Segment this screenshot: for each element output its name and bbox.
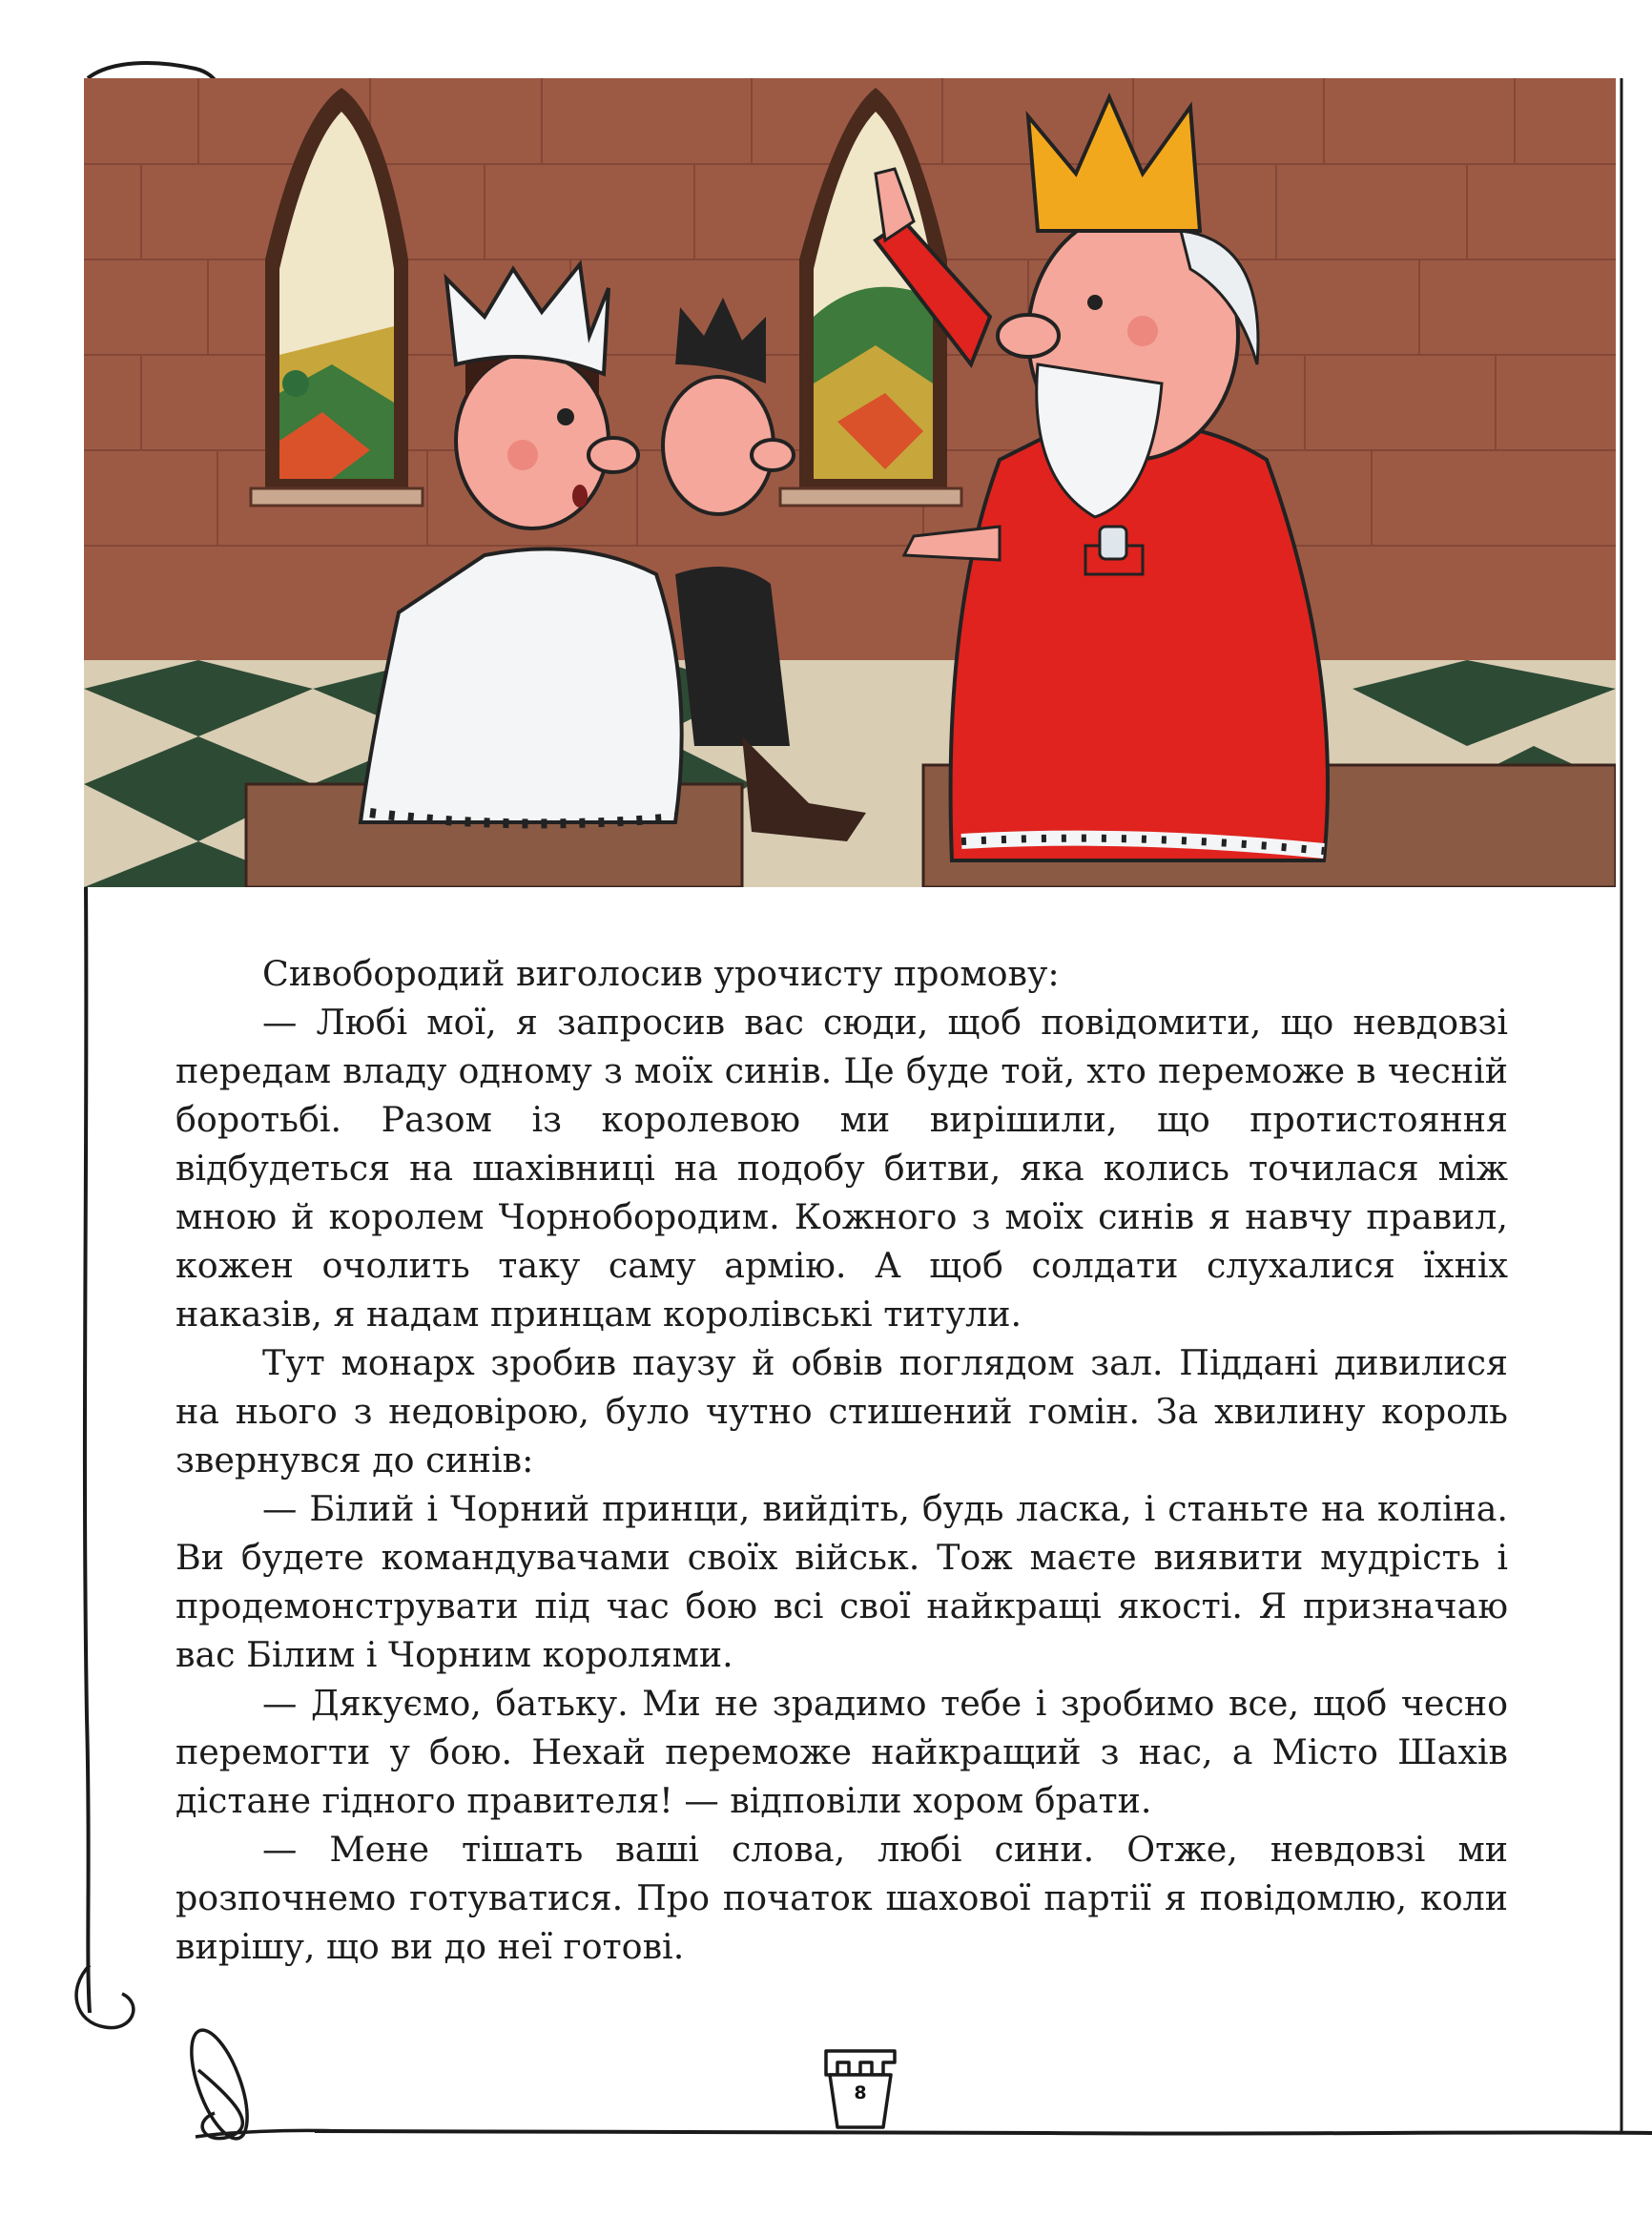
bottom-scroll-curl — [76, 1965, 134, 2028]
bottom-frame-line — [315, 2131, 1652, 2134]
paragraph-3: Тут монарх зробив паузу й обвів поглядом зал. Піддані дивилися на нього з недовірою, було чутно стишений гомін. За хвилину король звернувся до синів: — [176, 1342, 1508, 1481]
checkered-floor — [84, 660, 1616, 887]
paragraph-1: Сивобородий виголосив урочисту промову: — [262, 953, 1060, 994]
story-text — [176, 949, 1508, 1971]
paragraph-4: — Білий і Чорний принци, вийдіть, будь ласка, і станьте на коліна. Ви будете командувачами своїх військ. Тож маєте виявити мудрість і продемонструвати під час бою всі свої найкращі якості. Я призначаю вас Білим і Чорним королями. — [176, 1488, 1508, 1675]
paragraph-6: — Мене тішать ваші слова, любі сини. Отже, невдовзі ми розпочнемо готуватися. Про початок шахової партії я повідомлю, коли вирішу, що ви до неї готові. — [176, 1829, 1508, 1967]
illustration-throne-room — [84, 78, 1616, 887]
paragraph-2: — Любі мої, я запросив вас сюди, щоб повідомити, що невдовзі передам владу одному з моїх синів. Це буде той, хто переможе в чесній боротьбі. Разом із королевою ми вирішили, що протистояння відбудеться на шахівниці на подобу битви, яка колись точилася між мною й королем Чорнобородим. Кожного з моїх синів я навчу правил, кожен очолить таку саму армію. А щоб солдати слухалися їхніх наказів, я надам принцам королівські титули. — [176, 1002, 1508, 1335]
page-number: 8 — [854, 2082, 867, 2103]
left-frame-edge — [85, 887, 90, 2013]
bottom-scroll-cylinder — [180, 2023, 258, 2145]
paragraph-5: — Дякуємо, батьку. Ми не зрадимо тебе і зробимо все, щоб чесно перемогти у бою. Нехай переможе найкращий з нас, а Місто Шахів дістане гідного правителя! — відповіли хором брати. — [176, 1683, 1508, 1821]
